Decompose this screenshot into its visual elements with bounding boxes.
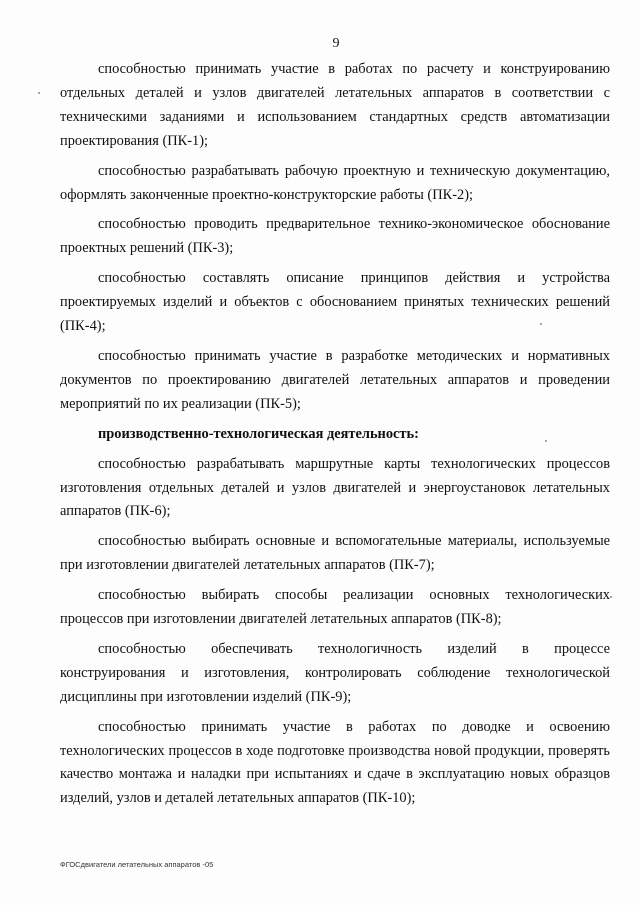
paragraph-pk-2: способностью разрабатывать рабочую проектную и техническую документацию, оформлять законченные проектно-конструкторские работы (ПК-2);: [60, 162, 610, 203]
scan-speck: [545, 440, 547, 442]
page-footer: ФГОСдвигатели летательных аппаратов -05: [60, 860, 214, 869]
page-number: 9: [332, 36, 340, 51]
paragraph-pk-1: способностью принимать участие в работах по расчету и конструированию отдельных деталей и узлов двигателей летательных аппаратов в соответствии с техническими заданиями и использованием стандартных средств автоматизации проектирования (ПК-1);: [60, 61, 610, 149]
paragraph-pk-8: способностью выбирать способы реализации основных технологических процессов при изготовлении двигателей летательных аппаратов (ПК-8);: [60, 587, 610, 628]
scan-speck: [38, 92, 40, 94]
paragraph-pk-4: способностью составлять описание принципов действия и устройства проектируемых изделий и объектов с обоснованием принятых технических решений (ПК-4);: [60, 270, 610, 335]
paragraph-pk-10: способностью принимать участие в работах по доводке и освоению технологических процессов в ходе подготовке производства новой продукции, проверять качество монтажа и наладки при испытаниях и сдаче в эксплуатацию новых образцов изделий, узлов и деталей летательных аппаратов (ПК-10);: [60, 718, 610, 807]
paragraph-pk-6: способностью разрабатывать маршрутные карты технологических процессов изготовления отдельных деталей и узлов двигателей и энергоустановок летательных аппаратов (ПК-6);: [60, 455, 610, 520]
paragraph-pk-7: способностью выбирать основные и вспомогательные материалы, используемые при изготовлении двигателей летательных аппаратов (ПК-7);: [60, 533, 610, 574]
scan-speck: [610, 596, 612, 598]
section-heading: производственно-технологическая деятельность:: [98, 425, 419, 442]
paragraph-pk-5: способностью принимать участие в разработке методических и нормативных документов по проектированию двигателей летательных аппаратов и проведении мероприятий по их реализации (ПК-5);: [60, 347, 610, 412]
page-content: [60, 58, 610, 817]
paragraph-pk-3: способностью проводить предварительное технико-экономическое обоснование проектных решений (ПК-3);: [60, 216, 610, 257]
paragraph-pk-9: способностью обеспечивать технологичность изделий в процессе конструирования и изготовления, контролировать соблюдение технологической дисциплины при изготовлении изделий (ПК-9);: [60, 640, 610, 705]
scan-speck: [540, 323, 542, 325]
